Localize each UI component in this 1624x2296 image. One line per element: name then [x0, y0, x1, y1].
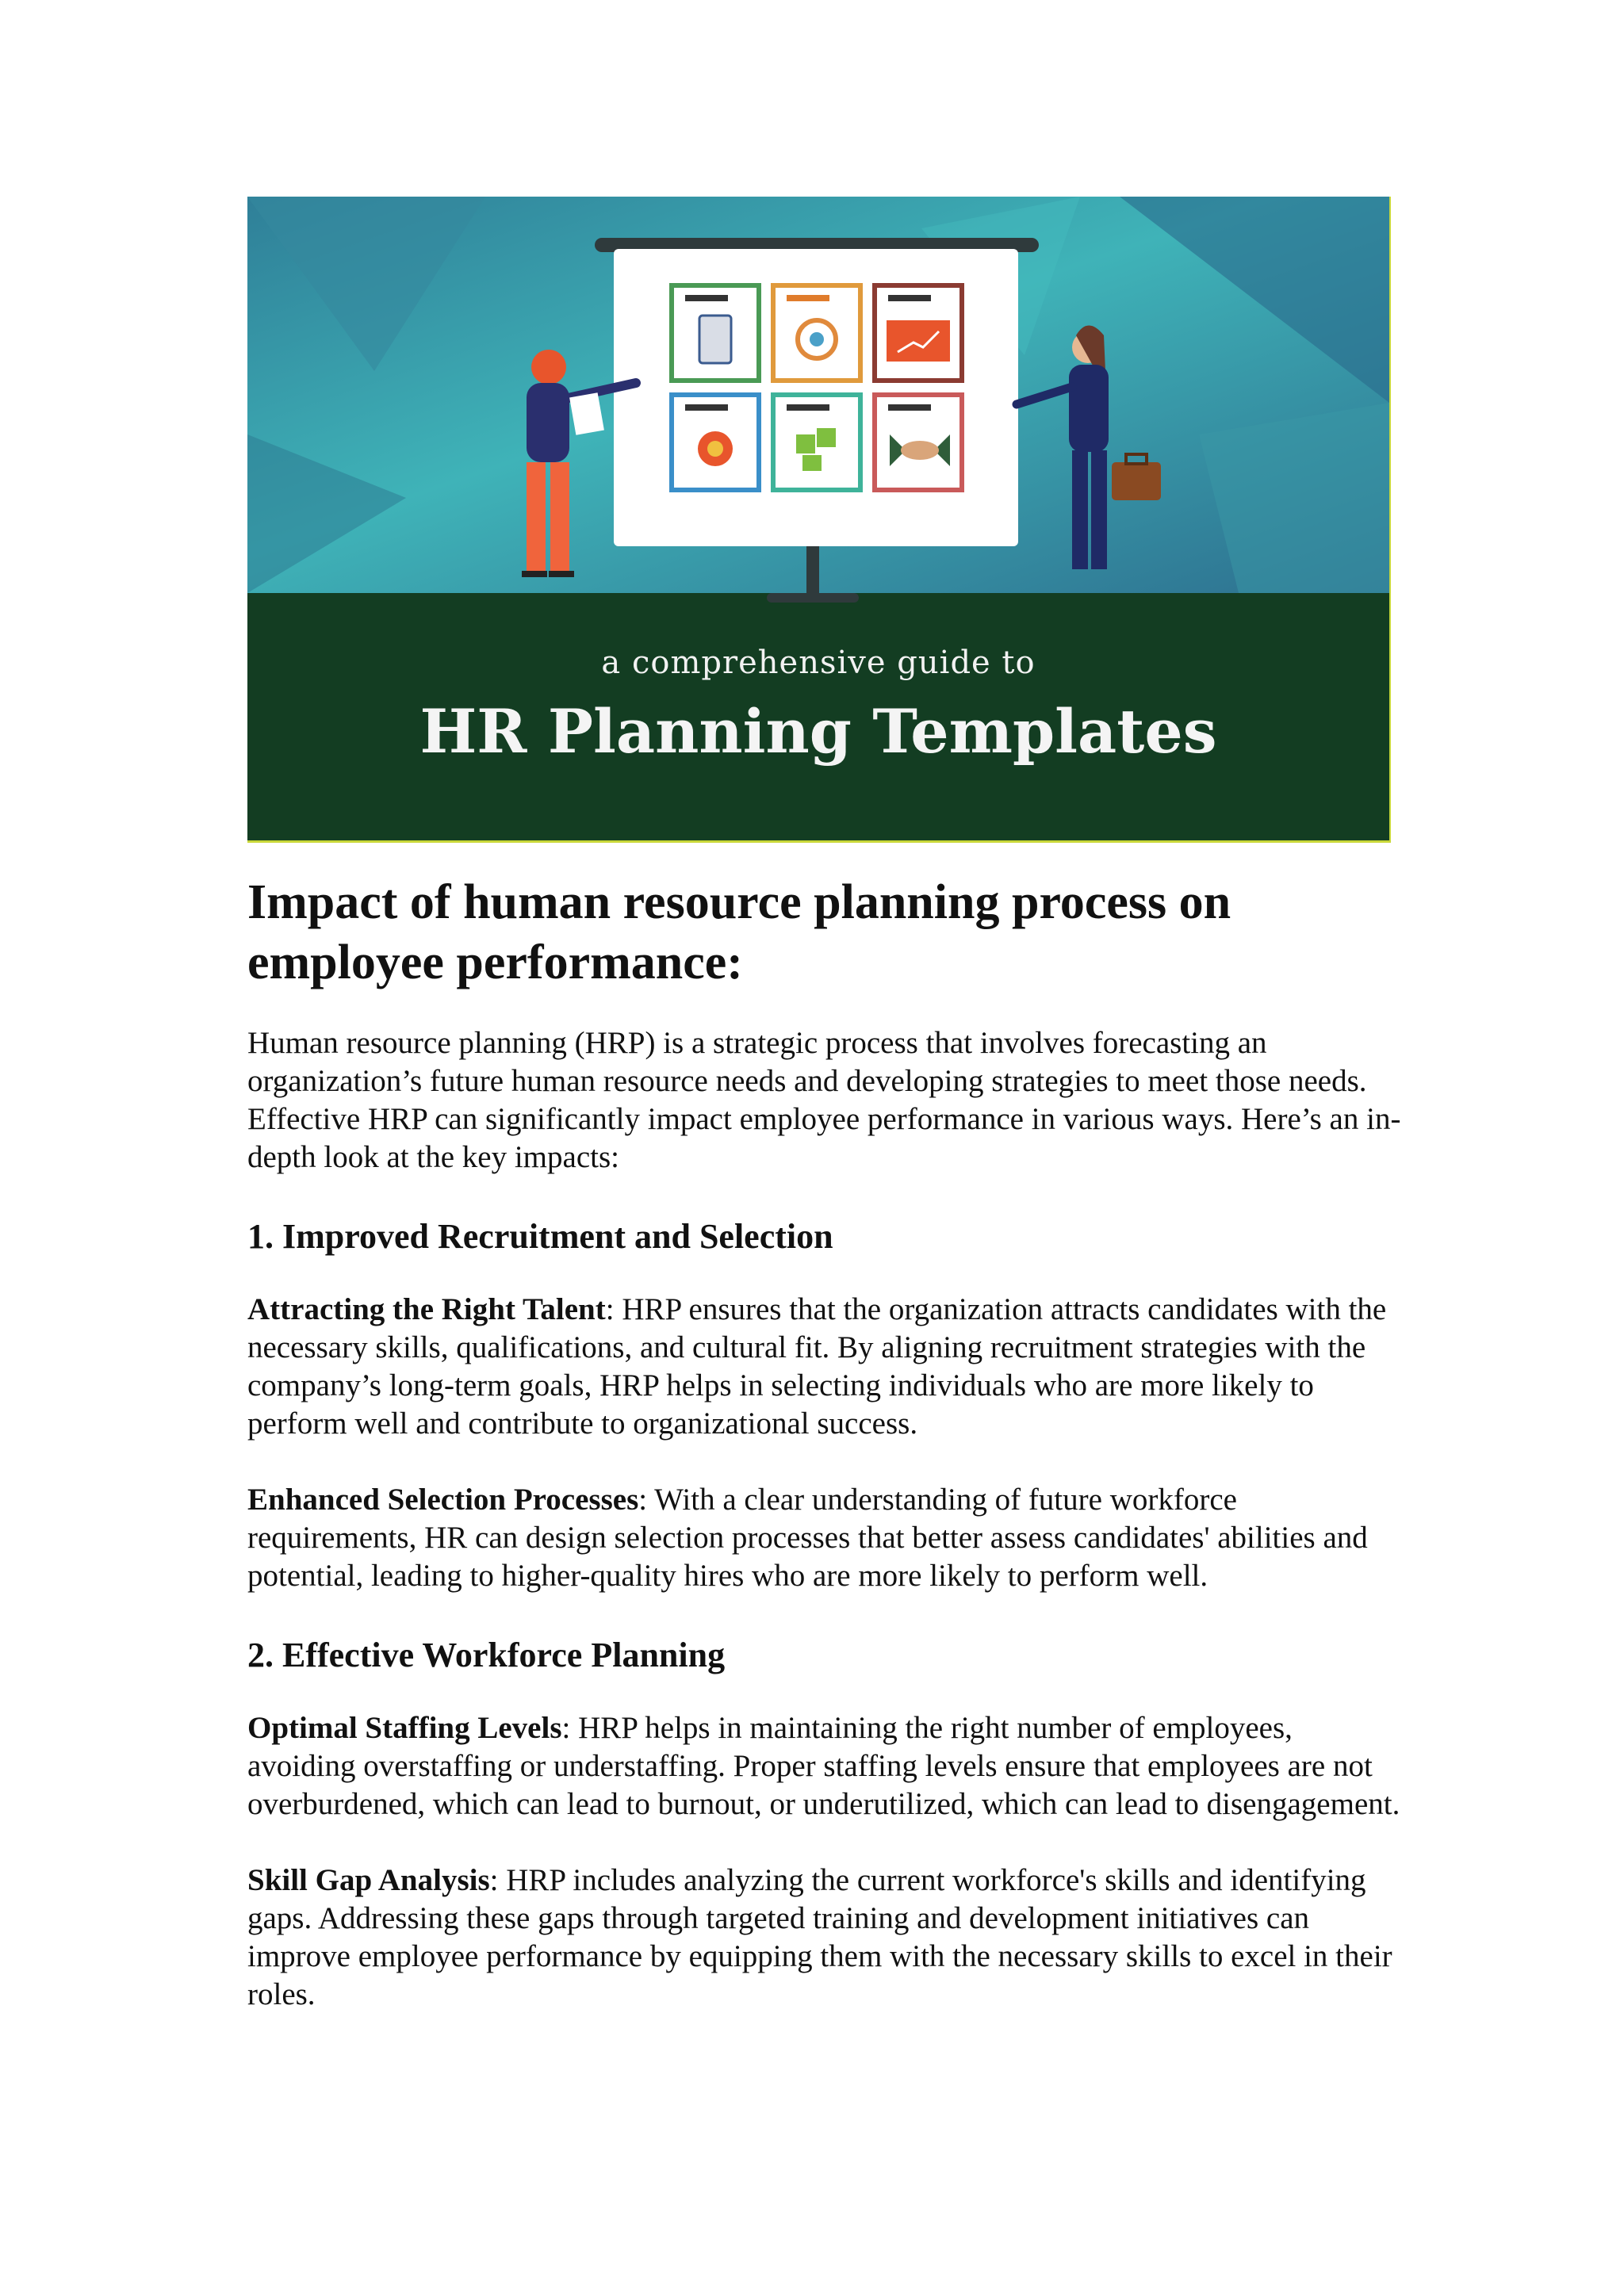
text-staffing-levels: : HRP helps in maintaining the right number of employees, avoiding overstaffing or understaffing. Proper staffing levels ensure that employees are not overburdened, which can lead to burnout, or underutilized, which can lead to disengagement.	[247, 1711, 1400, 1821]
text-attracting-talent: : HRP ensures that the organization attracts candidates with the necessary skills, qualifications, and cultural fit. By aligning recruitment strategies with the company’s long-term goals, HRP helps in selecting individuals who are more likely to perform well and contribute to organizational success.	[247, 1292, 1387, 1441]
article-title: Impact of human resource planning process on employee performance:	[247, 875, 1231, 989]
paragraph-staffing-levels	[247, 1709, 1405, 1823]
section-heading-workforce-planning: 2. Effective Workforce Planning	[247, 1636, 726, 1674]
text-selection-processes: : With a clear understanding of future workforce requirements, HR can design selection processes that better assess candidates' abilities and potential, leading to higher-quality hires who are more likely to perform well.	[247, 1483, 1368, 1593]
puzzle-tile-icon	[773, 395, 860, 490]
section-heading-recruitment: 1. Improved Recruitment and Selection	[247, 1217, 833, 1256]
paragraph-skill-gap	[247, 1862, 1405, 2014]
hero-title: HR Planning Templates	[419, 696, 1217, 767]
paragraph-attracting-talent	[247, 1291, 1405, 1443]
term-attracting-talent: Attracting the Right Talent	[247, 1292, 606, 1326]
term-skill-gap: Skill Gap Analysis	[247, 1863, 490, 1897]
hero-banner-image	[247, 197, 1391, 843]
term-selection-processes: Enhanced Selection Processes	[247, 1483, 639, 1517]
term-staffing-levels: Optimal Staffing Levels	[247, 1711, 562, 1745]
handshake-tile-icon	[875, 395, 962, 490]
clipboard-tile-icon	[672, 285, 759, 381]
chart-folder-tile-icon	[875, 285, 962, 381]
article-body	[247, 872, 1405, 2052]
team-tile-icon	[672, 395, 759, 490]
paragraph-selection-processes	[247, 1481, 1405, 1595]
text-skill-gap: : HRP includes analyzing the current workforce's skills and identifying gaps. Addressing these gaps through targeted training and development initiatives can improve employee performance by equipping them with the necessary skills to excel in their roles.	[247, 1863, 1392, 2011]
intro-paragraph: Human resource planning (HRP) is a strategic process that involves forecasting an organization’s future human resource needs and developing strategies to meet those needs. Effective HRP can significantly impact employee performance in various ways. Here’s an in-depth look at the key impacts:	[247, 1026, 1401, 1174]
gears-tile-icon	[773, 285, 860, 381]
hero-subtitle: a comprehensive guide to	[601, 645, 1036, 681]
